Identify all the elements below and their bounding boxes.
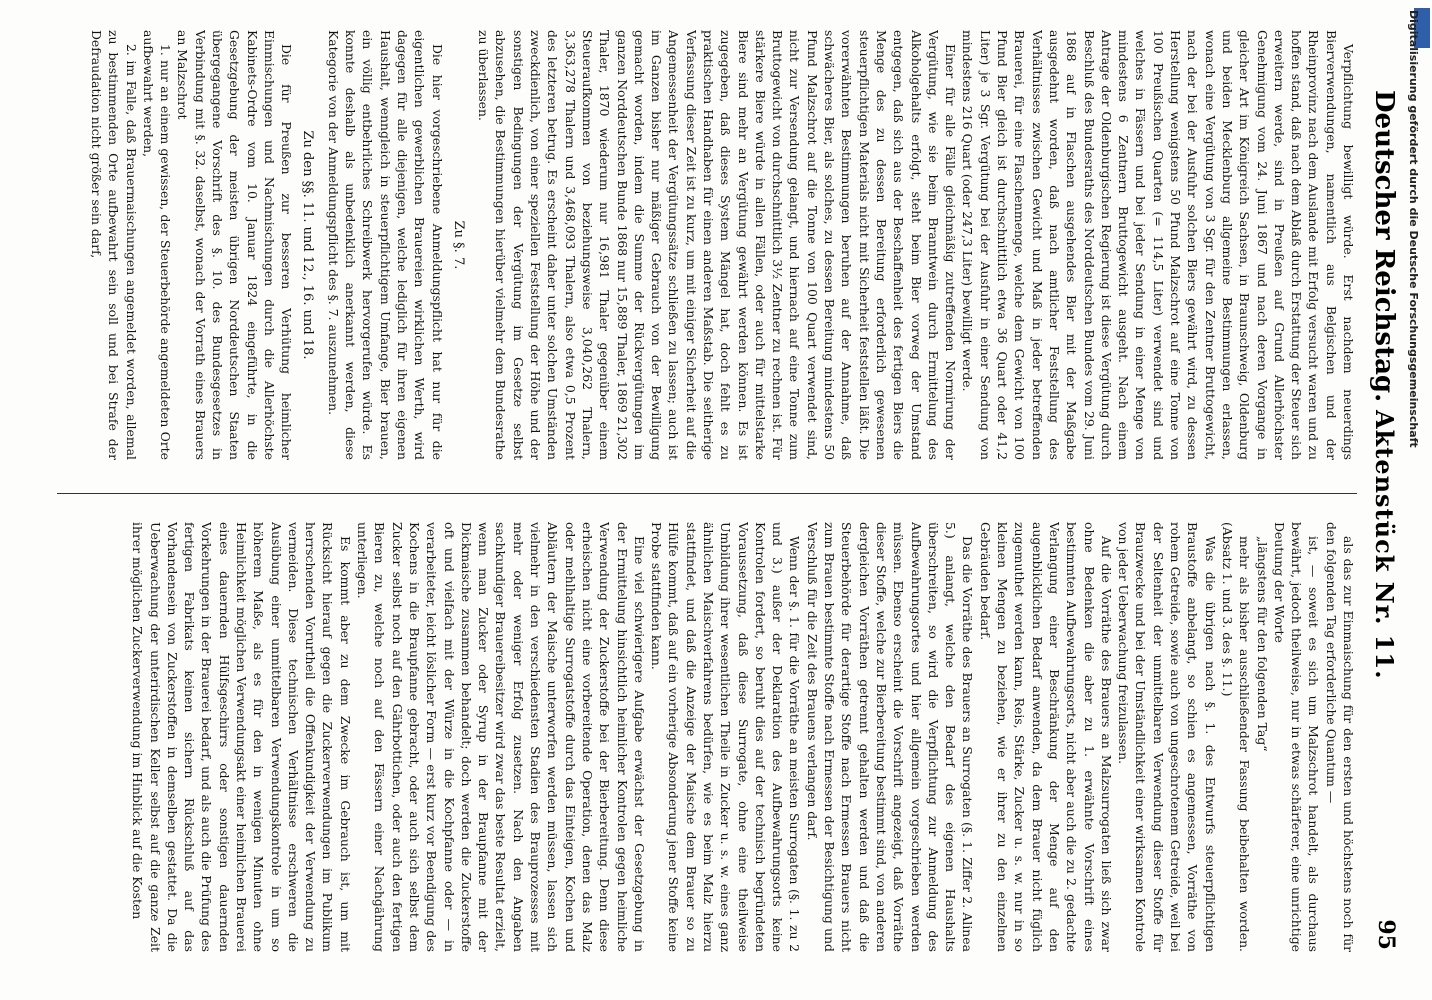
paragraph: 1. nur an einem gewissen, der Steuerbehörde angemeldeten Orte aufbewahrt werden, (140, 30, 174, 460)
text-column-left (47, 30, 1357, 460)
paragraph: Die für Preußen zur besseren Verhütung heimlicher Einmischungen und Nachmischungen durch die Allerhöchste Kabinets-Ordre vom 10. Januar 1824 eingeführte, in die Gesetzgebung der meisten übrigen Norddeutschen Staaten übergegangene Vorschrift des §. 10. des Bundesgesetzes in Verbindung mit §. 32. daselbst, wonach der Vorrath eines Brauers an Malzschrot (175, 30, 295, 460)
paragraph: Es kommt aber zu dem Zwecke im Gebrauch ist, um mit Rücksicht hierauf gegen die Zuckerverwendungen im Publikum herrschenden Vorurtheil die Offenkundigkeit der Verwendung zu vermeiden. Diese technischen Verhältnisse erschweren die Ausübung einer unmittelbaren Verwendungskontrole in um so höherem Maße, als es für den in wenigen Minuten ohne Heimlichkeit möglichen Verwendungsakt einer heimlichen Brauerei eines dauernden Hülfsgeschirrs oder sonstigen dauernden Vorkehrungen in der Brauerei bedarf, und als auch die Prüfung des fertigen Fabrikats keinen sichern Rückschluß auf das Vorhandensein von Zuckerstoffen in demselben gestattet. Da die Ueberwachung der unterirdischen Keller selbst auf die ganze Zeit ihrer möglichen Zuckerverwendung im Hinblick auf die Kosten (130, 522, 353, 952)
paragraph: Die hier vorgeschriebene Anmeldungspflicht hat nur für die eigentlichen gewerblichen Brauereien wirklichen Werth, wird dagegen für alle diejenigen, welche lediglich für ihren eigenen Haushalt, wenngleich in steuerpflichtigem Umfange, Bier brauen, ein völlig entbehrliches Schreibwerk hervorgerufen würde. Es konnte deshalb als unbedenklich anerkannt werden, diese Kategorie von der Anmeldungspflicht des §. 7. auszunehmen. (325, 30, 445, 460)
paragraph: Einer für alle Fälle gleichmäßig zutreffenden Normirung der Vergütung, wie sie beim Branntwein durch Ermittelung des Alkoholgehalts erfolgt, steht beim Bier vorweg der Umstand entgegen, daß sich aus der Beschaffenheit des fertigen Biers die Menge des zu dessen Bereitung erforderlich gewesenen steuerpflichtigen Materials nicht mit Sicherheit feststellen läßt. Die vorerwähnten Bestimmungen beruhen auf der Annahme, daß schwächeres Bier, als solches, zu dessen Bereitung mindestens 50 Pfund Malzschrot auf die Tonne von 100 Quart verwendet sind, nicht zur Versendung gelangt, und hiernach auf eine Tonne zum Bruttogewicht von durchschnittlich 3½ Zentner zu rechnen ist. Für stärkere Biere würde in allen Fällen, oder auch für mittelstarke Biere sind mehr an Vergütung gewährt werden können. Es ist zugegeben, daß dieses System Mängel hat, doch fehlt es zu praktischen Handhaben für einen anderen Maßstab. Die seitherige Verfassung dieser Zeit ist zu kurz, um mit einiger Sicherheit auf die Angemessenheit der Vergütungssätze schließen zu lassen; auch ist im Ganzen bisher nur mäßiger Gebrauch von der Bewilligung gemacht worden, indem die Summe der Rückvergütungen im ganzen Norddeutschen Bunde 1868 nur 15,889 Thaler, 1869 21,302 Thaler, 1870 wiederum nur 16,981 Thaler gegenüber einem Steueraufkommen von beziehungsweise 3,040,262 Thalern, 3,363,278 Thalern und 3,468,093 Thalern, also etwa 0,5 Prozent des letzteren betrug. Es erscheint daher unter solchen Umständen zweckdienlich, von einer speziellen Feststellung der Höhe und der sonstigen Bedingungen der Vergütung im Gesetze selbst abzusehen, die Bestimmungen hierüber vielmehr dem Bundesrathe zu überlassen. (476, 30, 959, 460)
rotated-page-content (25, 30, 1405, 970)
digitization-credit: Digitalisierung gefördert durch die Deutsche Forschungsgemeinschaft (1407, 10, 1420, 448)
paragraph: Auf die Vorräthe des Brauers an Malzsurrogaten ließ sich zwar ohne Bedenken die aber zu 1. erwähnte Vorschrift eines bestimmten Aufbewahrungsorts, nicht aber auch die zu 2. gedachte Verlangung einer Beschränkung der Menge auf den augenblicklichen Bedarf anwenden, da dem Brauer nicht füglich zugemuthet werden kann, Reis, Stärke, Zucker u. s. w. nur in so kleinen Mengen zu beziehen, wie er ihrer zu den einzelnen Gebräuden bedarf. (977, 522, 1114, 952)
section-heading: Zu §. 7. (450, 220, 466, 270)
page-header (1365, 30, 1405, 970)
page-number: 95 (1373, 919, 1399, 950)
paragraph: Was die übrigen nach §. 1. des Entwurfs steuerpflichtigen Braustoffe anbelangt, so schien es angemessen, Vorräthe von rohem Getreide, sowie auch von ungeschrotenem Getreide, weil bei der Seltenheit der unmittelbaren Verwendung dieser Stoffe für Brauzwecke und bei der Umständlichkeit einer wirksamen Kontrole von jeder Ueberwachung freizulassen. (1116, 522, 1218, 952)
paragraph: Verpflichtung bewilligt würde. Erst nachdem neuerdings Bierverwendungen, namentlich aus Belgischen und der Rheinprovinz nach dem Auslande mit Erfolg versucht waren und zu hoffen stand, daß nach dem Ablaß durch Erstattung der Steuer sich erweitern werde, sind in Preußen auf Grund Allerhöchster Genehmigung vom 24. Juni 1867 und nach deren Vorgange in gleicher Art im Königreich Sachsen, in Braunschweig, Oldenburg und beiden Mecklenburg allgemeine Bestimmungen erlassen, wonach eine Vergütung von 3 Sgr. für den Zentner Bruttogewicht, nach der bei der Ausfuhr solchen Biers gewährt wird, zu dessen Herstellung wenigstens 50 Pfund Malzschrot auf eine Tonne von 100 Preußischen Quarten (= 114,5 Liter) verwendet sind und welches in Fässern und bei jeder Sendung in einer Menge von mindestens 6 Zentnern Bruttogewicht ausgeht. Nach einem Antrage der Oldenburgischen Regierung ist diese Vergütung durch Beschluß des Bundesraths des Norddeutschen Bundes vom 29. Juni 1868 auf in Flaschen ausgehendes Bier mit der Maßgabe ausgedehnt worden, daß nach amtlicher Feststellung des Verhältnisses zwischen Gewicht und Maß in jeder betreffenden Brauerei, für eine Flaschenmenge, welche dem Gewicht von 100 Pfund Bier gleich ist durchschnittlich etwa 36 Quart oder 41,2 Liter) je 3 Sgr. Vergütung bei der Ausfuhr in einer Sendung von mindestens 216 Quart (oder 247,3 Liter) bewilligt werde. (960, 30, 1356, 460)
paragraph: Eine viel schwierigere Aufgabe erwächst der Gesetzgebung in der Ermittelung hinsichtlich heimlicher Kontrolen gegen heimliche Verwendung der Zuckerstoffe bei der Bierbereitung. Denn diese erheischen nicht eine vorbereitende Operation, denen das Malz oder mehlhaltige Surrogatstoffe durch das Einteigen, Kochen und Abläutern der Maische unterworfen werden müssen, lassen sich vielmehr in den verschiedensten Stadien des Brauprozesses mit mehr oder weniger Erfolg zusetzen. Nach den Angaben sachkundiger Brauereibesitzer wird zwar das beste Resultat erzielt, wenn man Zucker oder Syrup in der Braupfanne mit der Dickmaische zusammen behandelt; doch werden die Zuckerstoffe oft und vielfach mit der Würze in die Kochpfanne oder — in verarbeiteter, leicht löslicher Form — erst kurz vor Beendigung des Kochens in die Braupfanne gebracht, oder auch sich selbst dem Zucker selbst noch auf den Gährbottichen, oder auch den fertigen Bieren zu, welche noch auf den Fässern einer Nachgährung unterliegen. (355, 522, 647, 952)
column-divider (57, 493, 1357, 494)
paragraph: „längstens für den folgenden Tag“ (1254, 536, 1270, 752)
paragraph: Das die Vorräthe des Brauers an Surrogaten (§. 1. Ziffer 2. Alinea 5.) anlangt, welche den Bedarf des eigenen Haushalts überschreiten, so wird die Verpflichtung zur Anmeldung des Aufbewahrungsortes und hier allgemein vorgeschrieben werden müssen. Ebenso erscheint die Vorschrift angezeigt, daß Vorräthe dieser Stoffe, welche zur Bierbereitung bestimmt sind, von anderen dergleichen Vorräthen getrennt gehalten werden und daß die Steuerbehörde für derartige Stoffe nach Ermessen Brauers nicht zum Brauen bestimmte Stoffe nach Ermessen der Besichtigung und Verschluß für die Zeit des Brauens verlangen darf. (804, 522, 976, 952)
paragraph: mehr als bisher ausschließender Fassung beibehalten worden. (Absatz 1. und 3. des §. 11.) (1219, 522, 1253, 952)
running-title: Deutscher Reichstag. (1369, 90, 1399, 403)
paragraph: als das zur Einmaischung für den ersten und höchstens noch für den folgenden Tag erforderliche Quantum — (1323, 522, 1356, 952)
paragraph: Wenn der §. 1. für die Vorräthe an meisten Surrogaten (§. 1. zu 2 und 3.) außer der Deklaration des Aufbewahrungsorts keine Kontrolen fordert, so beruht dies auf der technisch begründeten Voraussetzung, daß diese Surrogate, ohne eine theilweise Umbildung ihrer wesentlichen Theile in Zucker u. s. w. eines ganz ähnlichen Maischverfahrens bedürfen, wie es beim Malz hierzu stattfindet, und daß die Anzeige der Maische dem Brauer so zu Hülfe kommt, daß auf ein vorherige Absonderung jener Stoffe keine Probe stattfinden kann. (649, 522, 803, 952)
paragraph: 2. im Falle, daß Brauermaischungen angemeldet worden, allemal zu bestimmenden Orte aufbewahrt sein soll und bei Strafe der Defraudation nicht größer sein darf, (88, 30, 139, 460)
section-heading: Zu den §§. 11. und 12., 16. und 18. (300, 130, 316, 360)
paragraph: ist, — soweit es sich um Malzschrot handelt, als durchaus bewährt, jedoch theilweise, nur in etwas schärferer, eine unrichtige Deutung der Worte (1271, 522, 1322, 952)
document-number: Aktenstück Nr. 11. (1370, 410, 1399, 680)
text-column-right (47, 522, 1357, 952)
